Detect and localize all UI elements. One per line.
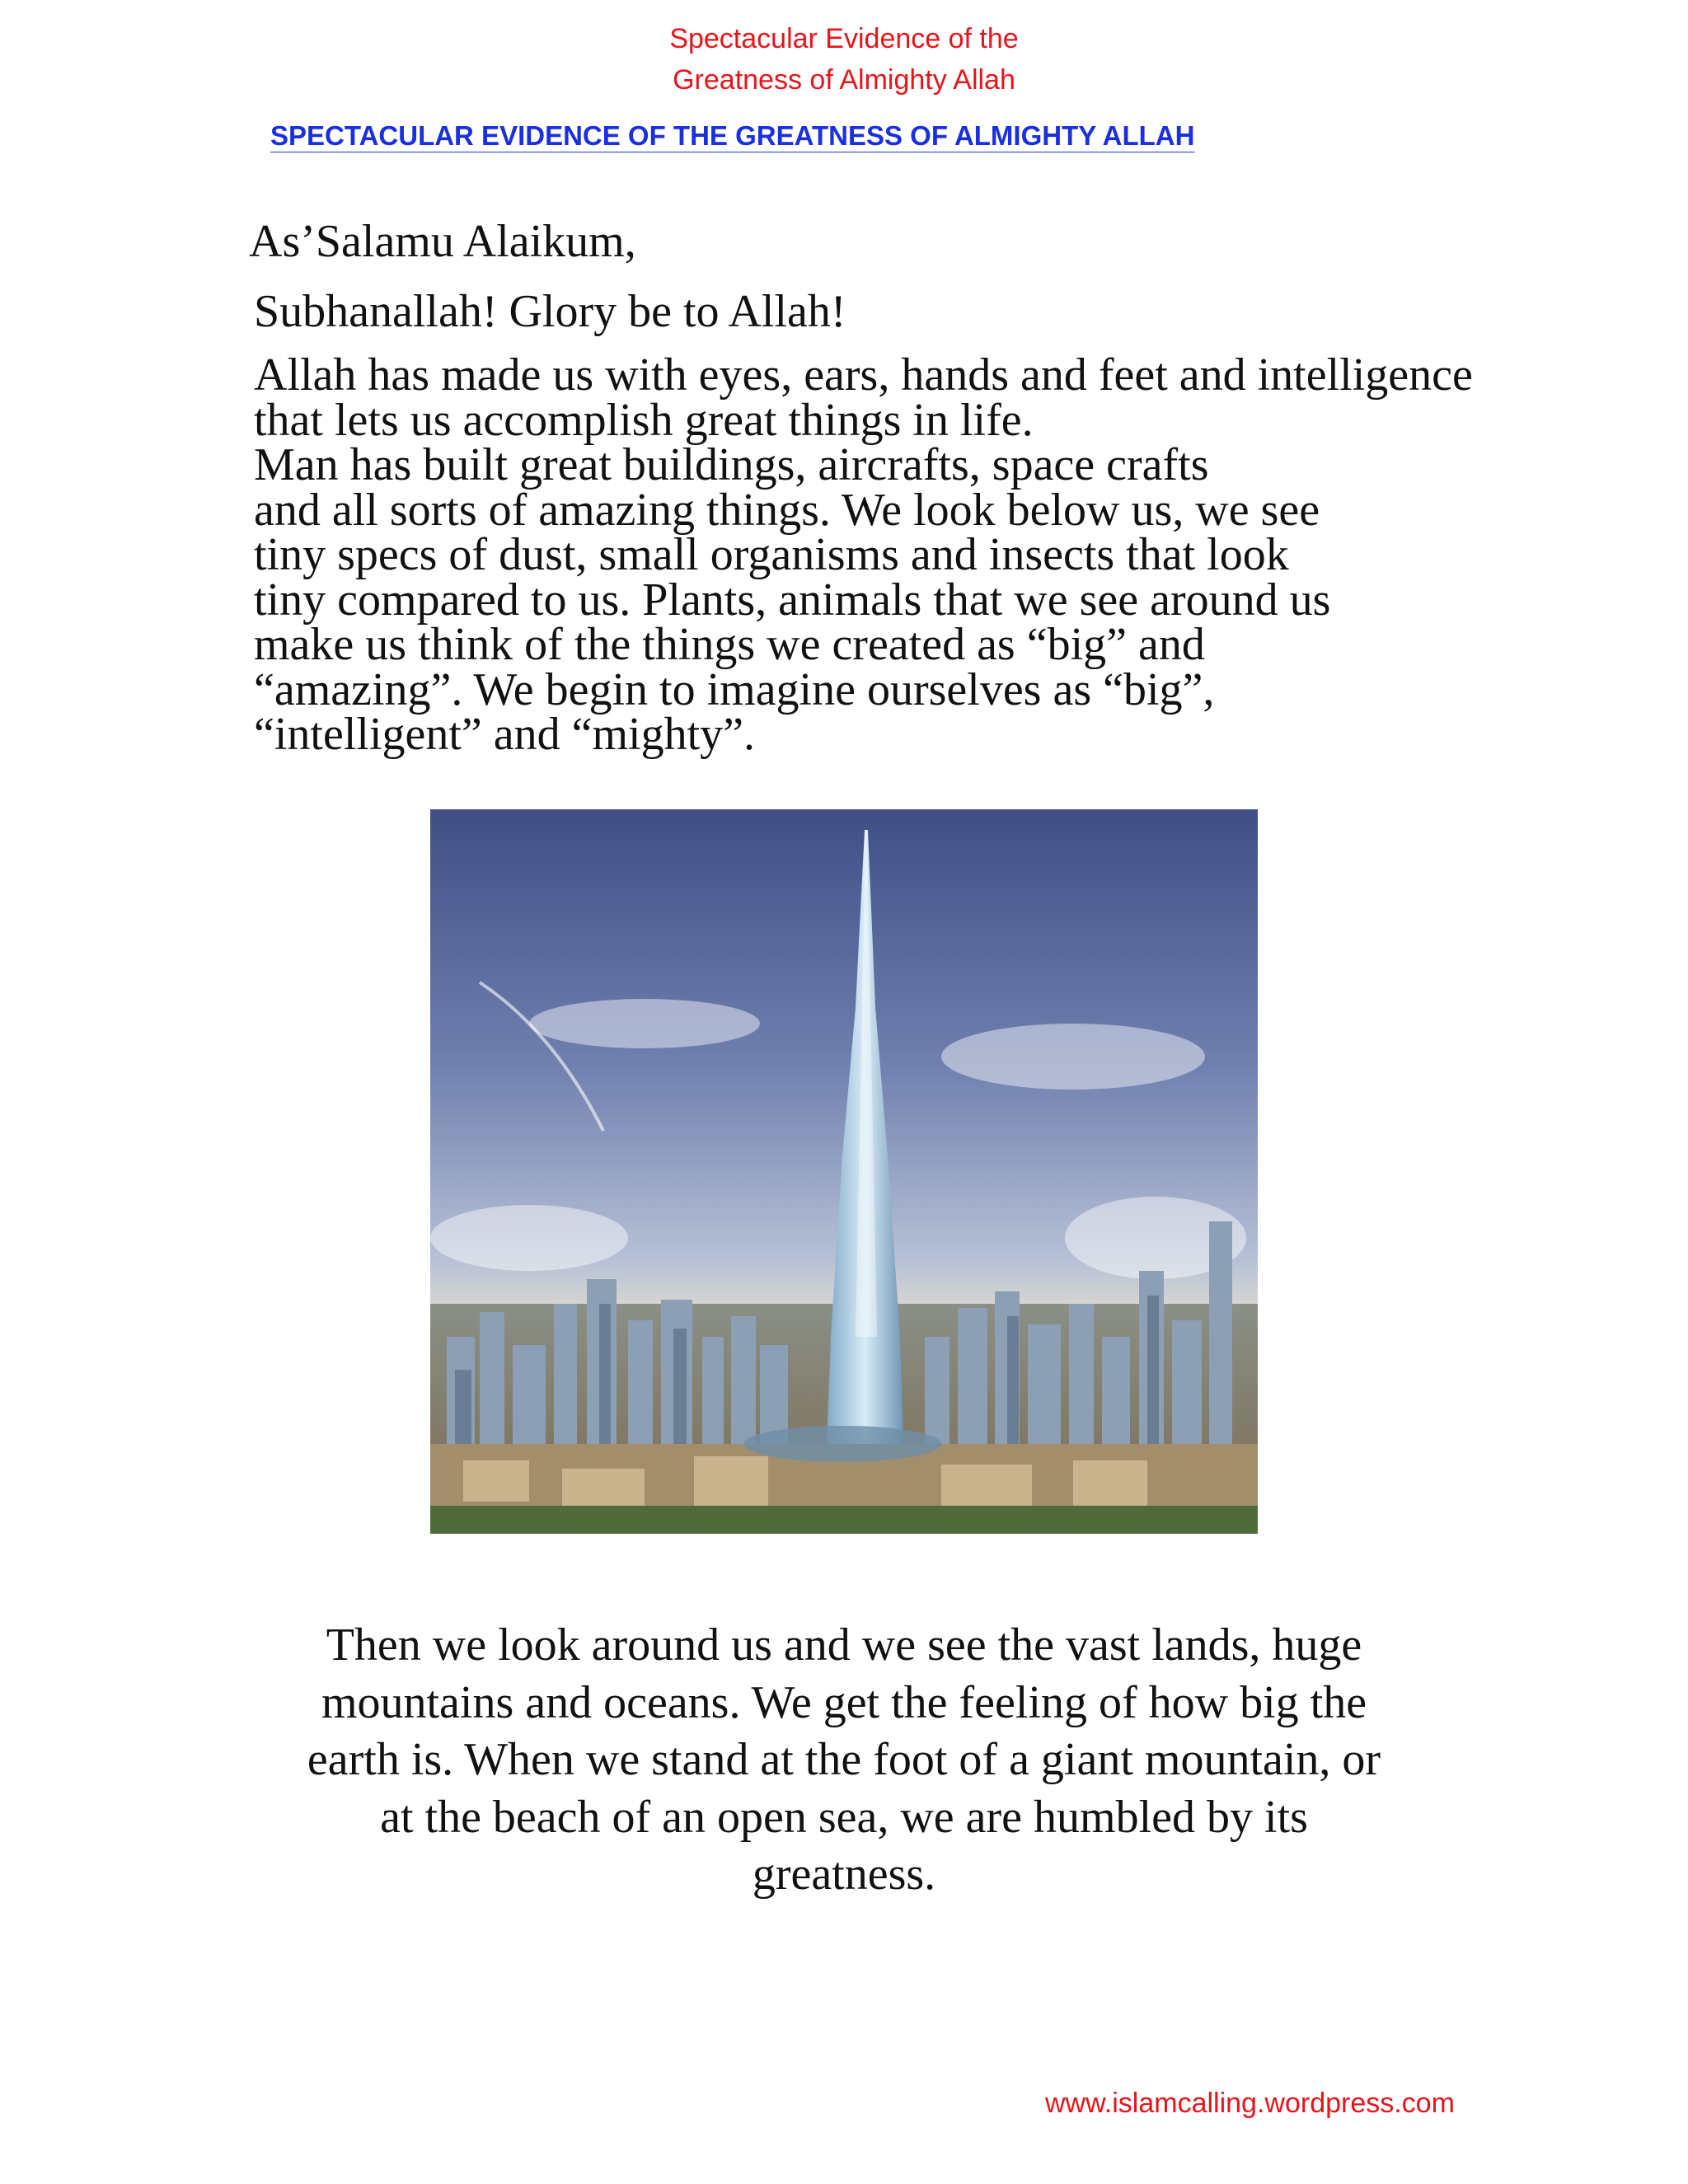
paragraph-2-line: earth is. When we stand at the foot of a giant mountain, or — [307, 1734, 1381, 1785]
paragraph-1-line: that lets us accomplish great things in life. — [254, 394, 1034, 446]
greeting: As’Salamu Alaikum, — [249, 216, 636, 267]
paragraph-1-line: tiny specs of dust, small organisms and insects that look — [254, 529, 1289, 580]
header-line-2: Greatness of Almighty Allah — [673, 64, 1015, 96]
paragraph-1-line: Allah has made us with eyes, ears, hands and feet and intelligence — [254, 349, 1473, 401]
paragraph-2-line: at the beach of an open sea, we are humbled by its — [380, 1791, 1308, 1843]
paragraph-1-line: and all sorts of amazing things. We look below us, we see — [254, 484, 1320, 536]
document-header — [0, 18, 1688, 101]
skyline-photo — [430, 809, 1258, 1534]
paragraph-1-line: “amazing”. We begin to imagine ourselves as “big”, — [254, 663, 1215, 715]
paragraph-2 — [226, 1617, 1462, 1904]
paragraph-1-line: “intelligent” and “mighty”. — [254, 709, 756, 760]
glory-line: Subhanallah! Glory be to Allah! — [254, 286, 846, 337]
paragraph-1-line: make us think of the things we created as “big” and — [254, 619, 1205, 670]
paragraph-1 — [254, 349, 1655, 760]
paragraph-1-line: tiny compared to us. Plants, animals that we see around us — [254, 574, 1331, 626]
footer-website-link[interactable]: www.islamcalling.wordpress.com — [1045, 2088, 1455, 2119]
paragraph-2-line: greatness. — [752, 1849, 936, 1900]
paragraph-2-line: Then we look around us and we see the vast lands, huge — [326, 1619, 1362, 1671]
paragraph-2-line: mountains and oceans. We get the feeling of how big the — [321, 1676, 1367, 1728]
header-line-1: Spectacular Evidence of the — [669, 23, 1019, 54]
title-link[interactable]: SPECTACULAR EVIDENCE OF THE GREATNESS OF ALMIGHTY ALLAH — [270, 120, 1195, 151]
paragraph-1-line: Man has built great buildings, aircrafts, space crafts — [254, 439, 1209, 490]
